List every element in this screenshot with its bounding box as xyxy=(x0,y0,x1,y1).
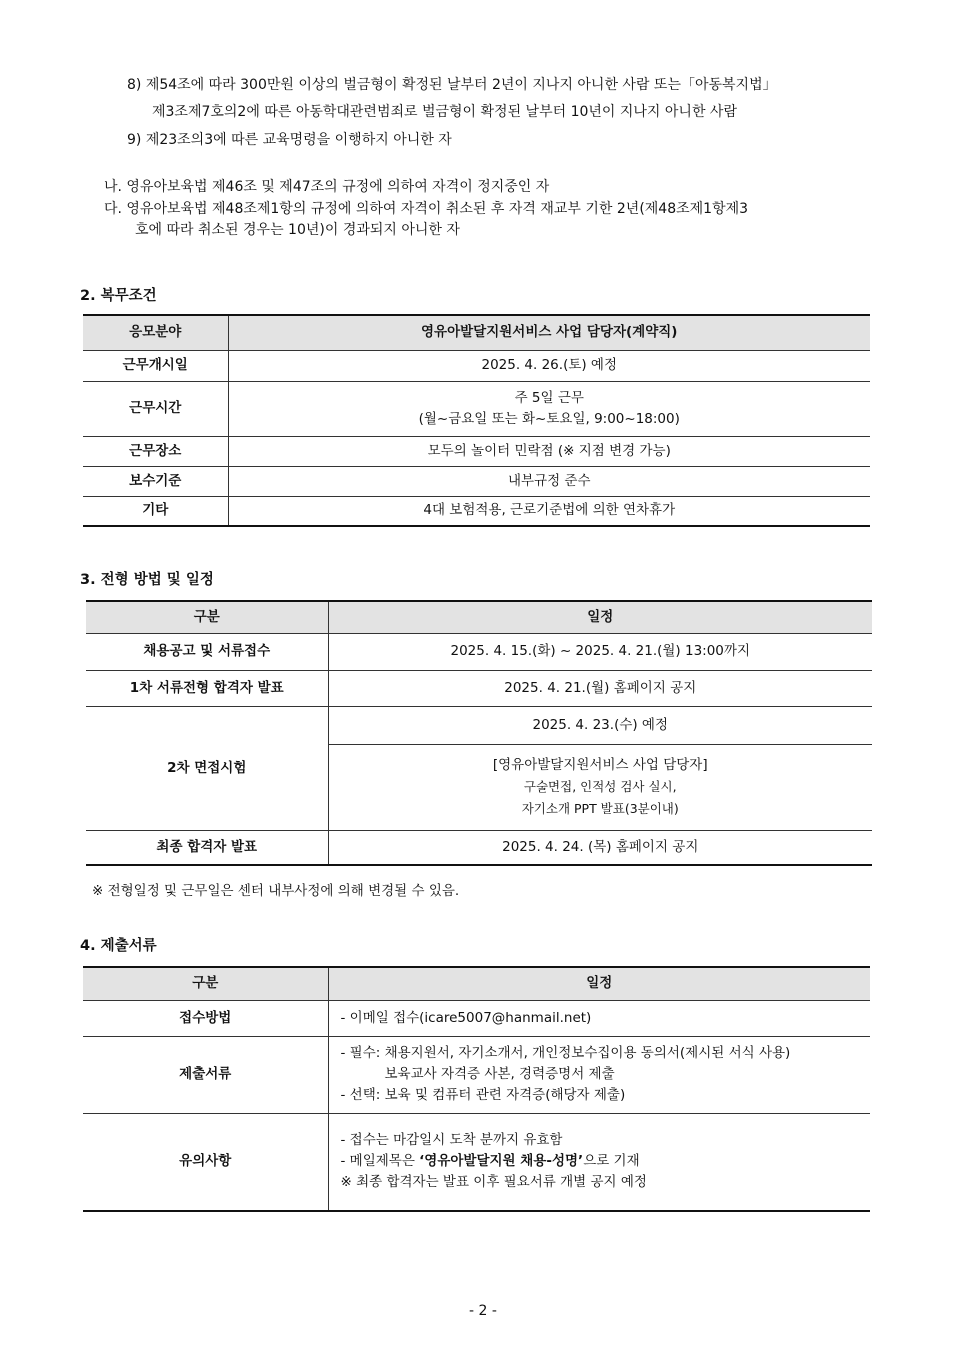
table-row xyxy=(83,466,870,496)
selection-schedule-table xyxy=(86,600,872,866)
row-value xyxy=(328,1113,870,1211)
row-value xyxy=(328,1036,870,1113)
table-row xyxy=(83,496,870,526)
table-header-row xyxy=(86,601,872,633)
section2-title: 2. 복무조건 xyxy=(80,288,157,304)
header-schedule: 일정 xyxy=(328,601,872,633)
row-label: 접수방법 xyxy=(83,1000,328,1036)
table-row xyxy=(86,706,872,744)
row-value: 모두의 놀이터 민락점 (※ 지점 변경 가능) xyxy=(228,436,870,466)
interview-detail-line: 자기소개 PPT 발표(3분이내) xyxy=(521,800,679,816)
item-da-line1: 다. 영유아보육법 제48조제1항의 규정에 의하여 자격이 취소된 후 자격 재교부 기한 2년(제48조제1항제3 xyxy=(104,201,749,217)
table-row xyxy=(83,1000,870,1036)
mail-subject-prefix: - 메일제목은 xyxy=(340,1153,420,1170)
documents-table xyxy=(83,966,870,1212)
section4-title: 4. 제출서류 xyxy=(80,938,157,954)
section3-title: 3. 전형 방법 및 일정 xyxy=(80,572,214,588)
row-value: 내부규정 준수 xyxy=(228,466,870,496)
item-9: 9) 제23조의3에 따른 교육명령을 이행하지 아니한 자 xyxy=(127,132,452,148)
row-value-line: 주 5일 근무 xyxy=(514,389,584,406)
row-label: 1차 서류전형 합격자 발표 xyxy=(86,670,328,706)
header-value: 영유아발달지원서비스 사업 담당자(계약직) xyxy=(228,315,870,350)
item-na: 나. 영유아보육법 제46조 및 제47조의 규정에 의하여 자격이 정지중인 자 xyxy=(104,179,550,195)
interview-detail-title: [영유아발달지원서비스 사업 담당자] xyxy=(492,756,708,773)
header-category: 구분 xyxy=(86,601,328,633)
row-value-line: 보육교사 자격증 사본, 경력증명서 제출 xyxy=(384,1066,615,1082)
row-value-line: - 필수: 채용지원서, 자기소개서, 개인정보수집이용 동의서(제시된 서식 사용) xyxy=(340,1045,791,1061)
interview-detail-line: 구술면접, 인적성 검사 실시, xyxy=(523,778,677,794)
table-row xyxy=(83,1113,870,1211)
work-conditions-table xyxy=(83,314,870,527)
row-value-line: ※ 최종 합격자는 발표 이후 필요서류 개별 공지 예정 xyxy=(340,1174,647,1191)
item-8-line2: 제3조제7호의2에 따른 아동학대관련범죄로 벌금형이 확정된 날부터 10년이 지나지 아니한 사람 xyxy=(152,104,737,120)
table-row xyxy=(86,670,872,706)
table-row xyxy=(86,830,872,865)
table-row xyxy=(83,350,870,381)
row-label: 기타 xyxy=(83,496,228,526)
row-value: 4대 보험적용, 근로기준법에 의한 연차휴가 xyxy=(228,496,870,526)
row-label: 2차 면접시험 xyxy=(86,706,328,830)
row-label: 채용공고 및 서류접수 xyxy=(86,633,328,670)
schedule-note: ※ 전형일정 및 근무일은 센터 내부사정에 의해 변경될 수 있음. xyxy=(92,883,460,899)
table-row xyxy=(83,436,870,466)
header-label: 응모분야 xyxy=(83,315,228,350)
header-category: 구분 xyxy=(83,967,328,1000)
row-label: 근무장소 xyxy=(83,436,228,466)
row-value: 2025. 4. 24. (목) 홈페이지 공지 xyxy=(328,830,872,865)
row-value: 2025. 4. 23.(수) 예정 xyxy=(328,706,872,744)
row-value: 2025. 4. 15.(화) ~ 2025. 4. 21.(월) 13:00까지 xyxy=(328,633,872,670)
row-value xyxy=(228,381,870,436)
row-value-line: (월~금요일 또는 화~토요일, 9:00~18:00) xyxy=(418,410,680,427)
table-row xyxy=(83,1036,870,1113)
page-number: - 2 - xyxy=(469,1303,497,1319)
row-label: 제출서류 xyxy=(83,1036,328,1113)
interview-detail xyxy=(328,744,872,830)
row-value: 2025. 4. 21.(월) 홈페이지 공지 xyxy=(328,670,872,706)
table-row xyxy=(86,633,872,670)
row-value: 2025. 4. 26.(토) 예정 xyxy=(228,350,870,381)
header-schedule: 일정 xyxy=(328,967,870,1000)
row-value-line: - 선택: 보육 및 컴퓨터 관련 자격증(해당자 제출) xyxy=(340,1087,626,1103)
item-da-line2: 호에 따라 취소된 경우는 10년)이 경과되지 아니한 자 xyxy=(135,222,460,238)
table-row xyxy=(83,381,870,436)
row-label: 근무시간 xyxy=(83,381,228,436)
row-value: - 이메일 접수(icare5007@hanmail.net) xyxy=(328,1000,870,1036)
row-label: 근무개시일 xyxy=(83,350,228,381)
row-label: 최종 합격자 발표 xyxy=(86,830,328,865)
item-8-line1: 8) 제54조에 따라 300만원 이상의 벌금형이 확정된 날부터 2년이 지나지 아니한 사람 또는「아동복지법」 xyxy=(127,77,777,93)
row-value-line: - 접수는 마감일시 도착 분까지 유효함 xyxy=(340,1132,563,1149)
table-header-row xyxy=(83,315,870,350)
mail-subject-format: ‘영유아발달지원 채용-성명’ xyxy=(419,1153,584,1170)
mail-subject-line xyxy=(341,1151,871,1172)
table-header-row xyxy=(83,967,870,1000)
mail-subject-suffix: 으로 기재 xyxy=(583,1153,640,1170)
row-label: 유의사항 xyxy=(83,1113,328,1211)
row-label: 보수기준 xyxy=(83,466,228,496)
